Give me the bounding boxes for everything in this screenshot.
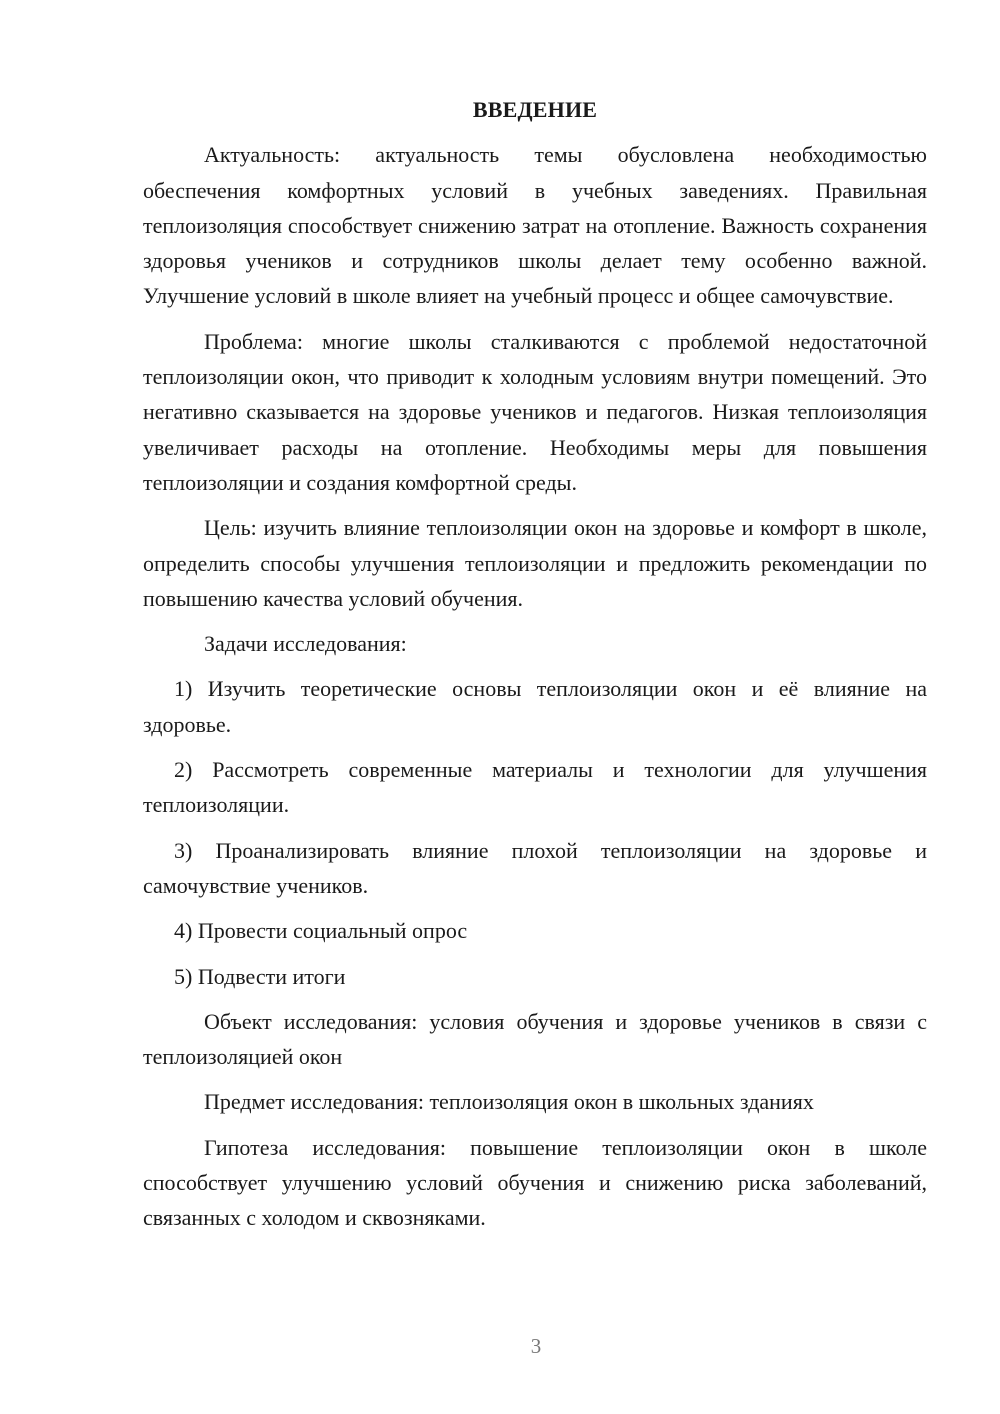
task-item-1: 1) Изучить теоретические основы теплоизоляции окон и её влияние на здоровье. <box>143 676 927 737</box>
task-item-3: 3) Проанализировать влияние плохой теплоизоляции на здоровье и самочувствие учеников. <box>143 837 927 898</box>
paragraph-relevance: Актуальность: актуальность темы обусловлена необходимостью обеспечения комфортных условий в учебных заведениях. Правильная теплоизоляция способствует снижению затрат на отопление. Важность сохранения здоровья учеников и сотрудников школы делает тему особенно важной. Улучшение условий в школе влияет на учебный процесс и общее самочувствие. <box>143 142 927 309</box>
page-content <box>143 92 927 1246</box>
paragraph-object: Объект исследования: условия обучения и здоровье учеников в связи с теплоизоляцией окон <box>143 1008 927 1070</box>
paragraph-hypothesis: Гипотеза исследования: повышение теплоизоляции окон в школе способствует улучшению условий обучения и снижению риска заболеваний, связанных с холодом и сквозняками. <box>143 1134 927 1231</box>
task-item-4: 4) Провести социальный опрос <box>174 918 468 944</box>
paragraph-tasks-heading: Задачи исследования: <box>204 631 407 657</box>
task-item-2: 2) Рассмотреть современные материалы и технологии для улучшения теплоизоляции. <box>143 757 927 818</box>
paragraph-goal: Цель: изучить влияние теплоизоляции окон на здоровье и комфорт в школе, определить способы улучшения теплоизоляции и предложить рекомендации по повышению качества условий обучения. <box>143 515 927 611</box>
paragraph-subject: Предмет исследования: теплоизоляция окон в школьных зданиях <box>204 1089 814 1115</box>
task-item-5: 5) Подвести итоги <box>174 963 346 989</box>
page-number: 3 <box>530 1334 542 1358</box>
page-title: ВВЕДЕНИЕ <box>472 97 598 122</box>
paragraph-problem: Проблема: многие школы сталкиваются с проблемой недостаточной теплоизоляции окон, что приводит к холодным условиям внутри помещений. Это негативно сказывается на здоровье учеников и педагогов. Низкая теплоизоляция увеличивает расходы на отопление. Необходимы меры для повышения теплоизоляции и создания комфортной среды. <box>143 328 927 495</box>
